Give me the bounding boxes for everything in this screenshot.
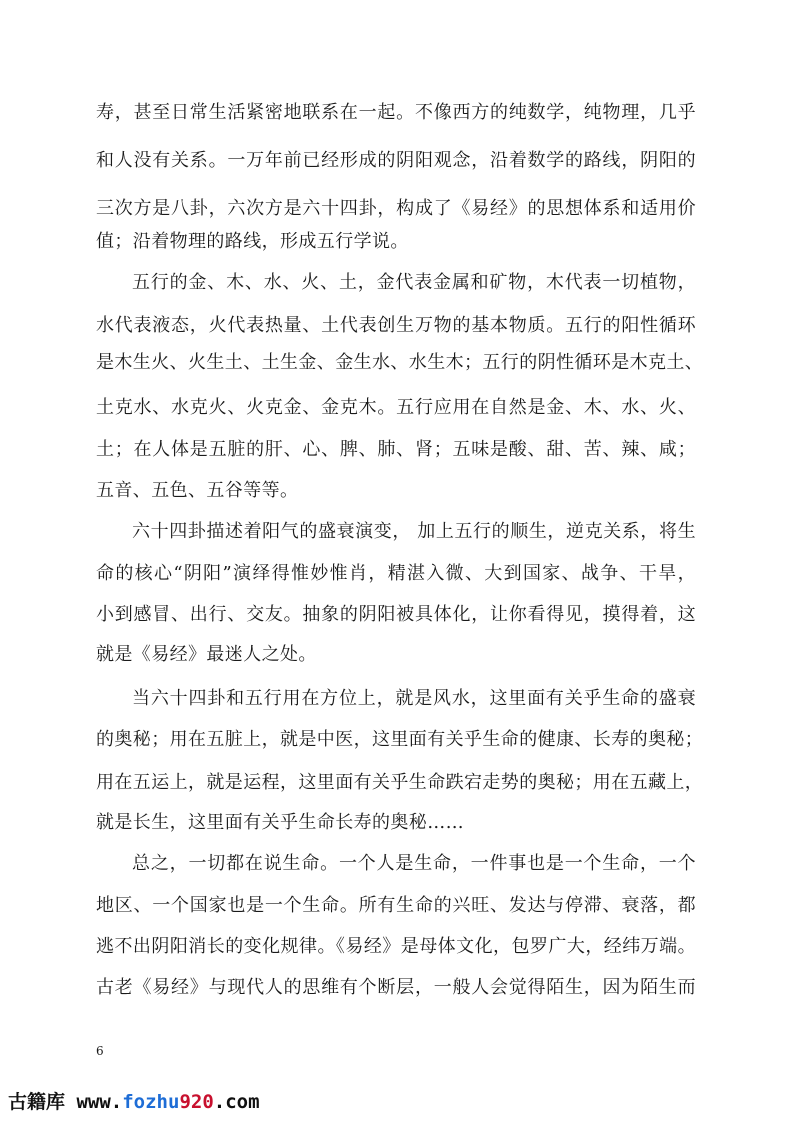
body-line: 的奥秘；用在五脏上，就是中医，这里面有关乎生命的健康、长寿的奥秘； — [96, 729, 704, 750]
site-watermark — [8, 1090, 260, 1114]
body-line: 土克水、水克火、火克金、金克木。五行应用在自然是金、木、水、火、 — [96, 397, 696, 418]
watermark-name: 古籍库 — [8, 1091, 66, 1113]
body-line: 是木生火、火生土、土生金、金生水、水生木；五行的阴性循环是木克土、 — [96, 352, 704, 373]
body-line: 五行的金、木、水、火、土，金代表金属和矿物，木代表一切植物， — [132, 272, 696, 293]
body-line: 六十四卦描述着阳气的盛衰演变， 加上五行的顺生，逆克关系，将生 — [132, 521, 696, 542]
body-line: 三次方是八卦，六次方是六十四卦，构成了《易经》的思想体系和适用价 — [96, 198, 696, 219]
body-line: 地区、一个国家也是一个生命。所有生命的兴旺、发达与停滞、衰落，都 — [96, 895, 696, 916]
body-line: 和人没有关系。一万年前已经形成的阴阳观念，沿着数学的路线，阴阳的 — [96, 150, 696, 171]
body-line: 寿，甚至日常生活紧密地联系在一起。不像西方的纯数学，纯物理，几乎 — [96, 102, 696, 123]
body-line: 小到感冒、出行、交友。抽象的阴阳被具体化，让你看得见，摸得着，这 — [96, 604, 696, 625]
body-line: 就是《易经》最迷人之处。 — [96, 644, 317, 665]
body-line: 古老《易经》与现代人的思维有个断层，一般人会觉得陌生，因为陌生而 — [96, 977, 696, 998]
body-line: 水代表液态，火代表热量、土代表创生万物的基本物质。五行的阳性循环 — [96, 315, 696, 336]
page-number: 6 — [96, 1044, 104, 1058]
body-line: 命的核心“阴阳”演绎得惟妙惟肖，精湛入微、大到国家、战争、干旱， — [96, 563, 696, 584]
watermark-fozhu: fozhu — [122, 1091, 180, 1113]
body-line: 就是长生，这里面有关乎生命长寿的奥秘…… — [96, 812, 464, 833]
body-line: 值；沿着物理的路线，形成五行学说。 — [96, 231, 409, 252]
watermark-number: 920 — [179, 1091, 214, 1113]
body-line: 总之，一切都在说生命。一个人是生命，一件事也是一个生命，一个 — [132, 853, 696, 874]
body-line: 当六十四卦和五行用在方位上，就是风水，这里面有关乎生命的盛衰 — [132, 688, 696, 709]
watermark-com: .com — [213, 1091, 260, 1113]
watermark-www: www. — [76, 1091, 123, 1113]
body-line: 五音、五色、五谷等等。 — [96, 480, 299, 501]
body-line: 土；在人体是五脏的肝、心、脾、肺、肾；五味是酸、甜、苦、辣、咸； — [96, 439, 696, 460]
body-line: 用在五运上，就是运程，这里面有关乎生命跌宕走势的奥秘；用在五藏上， — [96, 772, 704, 793]
body-line: 逃不出阴阳消长的变化规律。《易经》是母体文化，包罗广大，经纬万端。 — [96, 936, 696, 957]
